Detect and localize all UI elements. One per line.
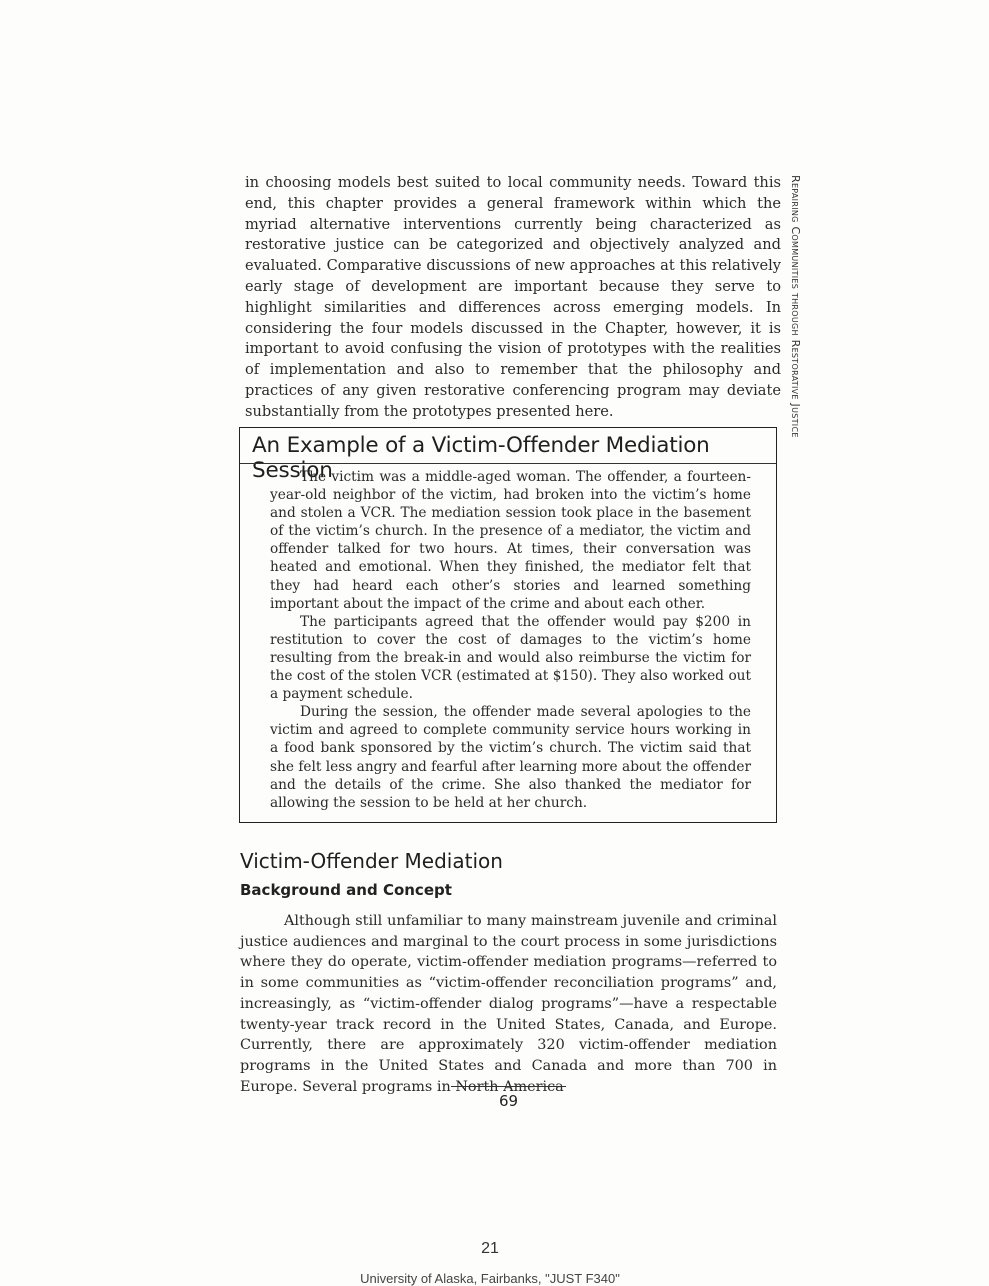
intro-paragraph: in choosing models best suited to local community needs. Toward this end, this chapter provides a general framework within which the myriad alternative interventions currently being characterized as restorative justice can be categorized and objectively analyzed and evaluated. Comparative discussions of new approaches at this relatively early stage of development are important because they serve to highlight similarities and differences across emerging models. In considering the four models discussed in the Chapter, however, it is important to avoid confusing the vision of prototypes with the realities of implementation and also to remember that the philosophy and practices of any given restorative conferencing program may deviate substantially from the prototypes presented here. <box>245 174 781 420</box>
running-head: Repairing Communities through Restorative Justice <box>789 175 802 438</box>
example-box-body <box>270 468 751 812</box>
example-box-title: An Example of a Victim-Offender Mediation Session <box>252 433 710 483</box>
folio-rule <box>451 1086 566 1087</box>
scan-page-number: 21 <box>481 1240 499 1257</box>
example-sidebar-box <box>239 427 777 823</box>
example-paragraph-2: The participants agreed that the offender would pay $200 in restitution to cover the cost of damages to the victim’s home resulting from the break-in and would also reimburse the victim for the cost of the stolen VCR (estimated at $150). They also worked out a payment schedule. <box>270 613 751 703</box>
example-paragraph-3: During the session, the offender made several apologies to the victim and agreed to complete community service hours working in a food bank sponsored by the victim’s church. The victim said that she felt less angry and fearful after learning more about the offender and the details of the crime. She also thanked the mediator for allowing the session to be held at her church. <box>270 704 751 811</box>
section-heading: Victim-Offender Mediation <box>240 849 503 873</box>
page-number: 69 <box>498 1092 519 1110</box>
example-paragraph-1: The victim was a middle-aged woman. The offender, a fourteen-year-old neighbor of the victim, had broken into the victim’s home and stolen a VCR. The mediation session took place in the basement of the victim’s church. In the presence of a mediator, the victim and offender talked for two hours. At times, their conversation was heated and emotional. When they finished, the mediator felt that they had heard each other’s stories and learned something important about the impact of the crime and about each other. <box>270 469 751 612</box>
running-head-sidebar <box>780 175 810 515</box>
example-box-title-rule <box>240 463 776 464</box>
section-subheading: Background and Concept <box>240 881 452 899</box>
footer-note: University of Alaska, Fairbanks, "JUST F340" <box>360 1271 620 1286</box>
section-paragraph: Although still unfamiliar to many mainstream juvenile and criminal justice audiences and marginal to the court process in some jurisdictions where they do operate, victim-offender mediation programs—referred to in some communities as “victim-offender reconciliation programs” and, increasingly, as “victim-offender dialog programs”—have a respectable twenty-year track record in the United States, Canada, and Europe. Currently, there are approximately 320 victim-offender mediation programs in the United States and Canada and more than 700 in Europe. Several programs in North America <box>240 913 777 1095</box>
